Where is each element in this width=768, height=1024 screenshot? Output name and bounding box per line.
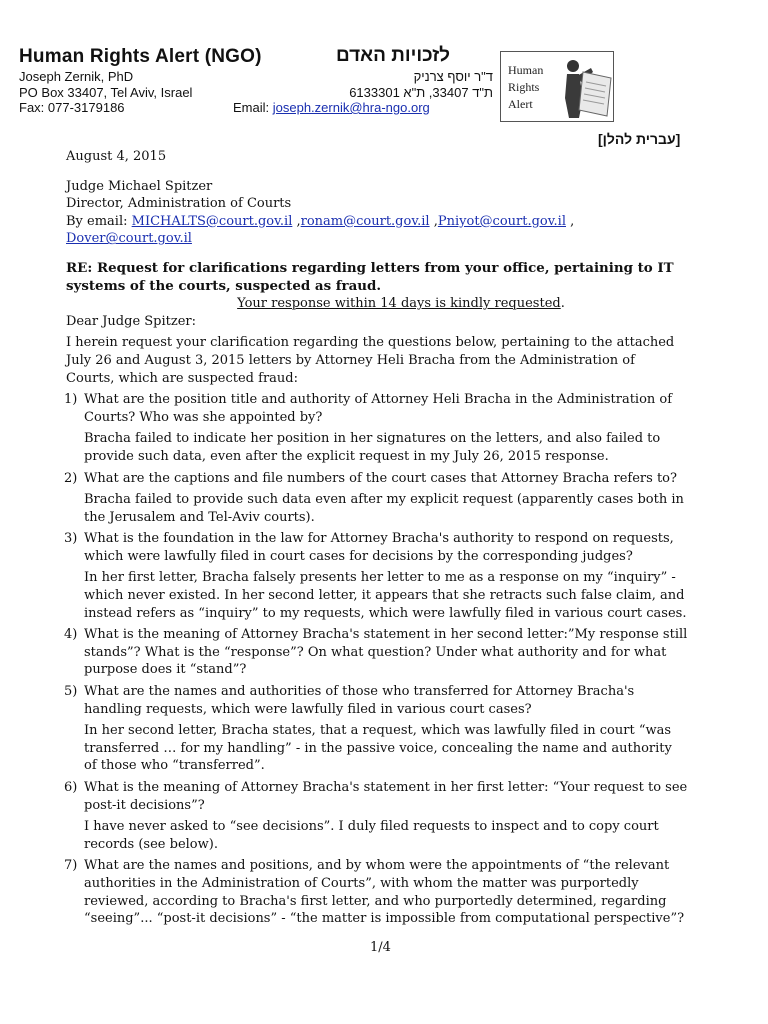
question-item — [66, 626, 706, 683]
email-link-pniyot[interactable]: Pniyot@court.gov.il — [437, 213, 566, 229]
intro-line-3: Courts, which are suspected fraud: — [66, 370, 298, 386]
question-number: 5) — [64, 684, 78, 700]
comment-line: which never existed. In her second letter, it appears that she retracts such false claim, and — [84, 588, 685, 604]
question-line: authorities in the Administration of Courts”, with whom the matter was purportedly — [84, 875, 639, 891]
logo-line-1: Human — [508, 63, 544, 77]
question-number: 6) — [64, 780, 78, 795]
intro-line-1: I herein request your clarification regarding the questions below, pertaining to the attached — [66, 335, 675, 351]
question-item — [66, 391, 706, 469]
question-line: reviewed, according to Bracha's first letter, and who purportedly determined, regarding — [84, 893, 667, 909]
question-item — [66, 779, 706, 857]
author-name: Joseph Zernik, PhD — [19, 69, 134, 84]
author-address: PO Box 33407, Tel Aviv, Israel — [19, 85, 193, 100]
question-line: post-it decisions”? — [84, 797, 205, 813]
subject-line-2: systems of the courts, suspected as fraud. — [66, 277, 382, 294]
email-link-michalts[interactable]: MICHALTS@court.gov.il — [131, 213, 293, 229]
by-email-label: By email: — [66, 213, 128, 229]
question-item — [66, 530, 706, 626]
logo-line-2: Rights — [508, 80, 540, 94]
comment-line: the Jerusalem and Tel-Aviv courts). — [84, 509, 315, 525]
comment-line: Bracha failed to indicate her position in her signatures on the letters, and also failed to — [84, 431, 661, 447]
question-line: which were lawfully filed in court cases for decisions by the corresponding judges? — [84, 548, 633, 564]
question-line: “seeing”... “post-it decisions” - “the matter is impossible from computational perspective”? — [84, 911, 685, 927]
recipient-emails-line: By email: MICHALTS@court.gov.il ,ronam@court.gov.il ,Pniyot@court.gov.il , — [66, 213, 575, 229]
question-line: 7) What are the names and positions, and by whom were the appointments of “the relevant — [64, 858, 670, 874]
question-number: 2) — [64, 470, 78, 486]
question-number: 1) — [64, 392, 78, 408]
question-line: 4) What is the meaning of Attorney Bracha's statement in her second letter:”My response still — [64, 627, 688, 643]
logo — [500, 51, 614, 122]
email-line — [233, 100, 430, 115]
page-number: 1/4 — [370, 940, 391, 955]
comment-line: In her first letter, Bracha falsely presents her letter to me as a response on my “inquiry” - — [84, 570, 676, 586]
organization-title: Human Rights Alert (NGO) — [19, 46, 262, 67]
question-item — [66, 857, 706, 931]
email-link-dover[interactable]: Dover@court.gov.il — [66, 231, 192, 247]
subject-line-1: RE: Request for clarifications regarding letters from your office, pertaining to IT — [66, 259, 674, 276]
hebrew-below-note: [עברית להלן] — [598, 131, 681, 147]
organization-title-hebrew: לזכויות האדם — [336, 45, 451, 66]
comment-line: transferred … for my handling” - in the passive voice, concealing the name and authority — [84, 740, 672, 756]
recipient-name: Judge Michael Spitzer — [66, 178, 213, 194]
question-list — [66, 391, 706, 932]
author-fax: Fax: 077-3179186 — [19, 100, 125, 115]
author-name-hebrew: ד"ר יוסף צרניק — [413, 69, 493, 84]
logo-text — [508, 62, 543, 113]
question-line: 5) What are the names and authorities of those who transferred for Attorney Bracha's — [64, 684, 635, 700]
question-line: purpose does it “stand”? — [84, 662, 247, 678]
email-link-ronam[interactable]: ronam@court.gov.il — [300, 213, 430, 229]
comment-line: In her second letter, Bracha states, that a request, which was lawfully filed in court “was — [84, 723, 672, 739]
salutation: Dear Judge Spitzer: — [66, 313, 197, 329]
question-line: 6) What is the meaning of Attorney Bracha's statement in her first letter: “Your request to see — [64, 780, 688, 795]
author-address-hebrew: ת"ד 33407, ת"א 6133301 — [349, 85, 493, 100]
protester-sign-icon — [561, 54, 613, 120]
letter-date: August 4, 2015 — [66, 149, 167, 164]
question-line: Courts? Who was she appointed by? — [84, 409, 323, 425]
question-line: 3) What is the foundation in the law for Attorney Bracha's authority to respond on requests, — [64, 531, 674, 547]
comment-line: I have never asked to “see decisions”. I duly filed requests to inspect and to copy court — [84, 819, 659, 835]
author-email-link[interactable]: joseph.zernik@hra-ngo.org — [272, 100, 430, 115]
question-line: 1) What are the position title and authority of Attorney Heli Bracha in the Administration of — [64, 392, 673, 408]
intro-line-2: July 26 and August 3, 2015 letters by Attorney Heli Bracha from the Administration of — [66, 352, 635, 368]
logo-line-3: Alert — [508, 97, 533, 111]
comment-line: records (see below). — [84, 836, 218, 852]
recipient-title: Director, Administration of Courts — [66, 196, 292, 212]
question-number: 4) — [64, 627, 78, 643]
comment-line: of those who “transferred”. — [84, 758, 265, 774]
comment-line: provide such data, even after the explicit request in my July 26, 2015 response. — [84, 448, 609, 464]
question-number: 3) — [64, 531, 78, 547]
question-line: handling requests, which were lawfully filed in various court cases? — [84, 701, 532, 717]
comment-line: instead refers as “inquiry” to my requests, which were lawfully filed in various court cases. — [84, 605, 687, 621]
response-request: Your response within 14 days is kindly requested. — [237, 296, 565, 312]
letter-body — [66, 148, 706, 932]
question-line: 2) What are the captions and file numbers of the court cases that Attorney Bracha refers to? — [64, 470, 677, 486]
question-line: stands”? What is the “response”? On what question? Under what authority and for what — [84, 644, 667, 660]
comment-line: Bracha failed to provide such data even after my explicit request (apparently cases both in — [84, 492, 684, 508]
email-label: Email: — [233, 100, 270, 115]
question-number: 7) — [64, 858, 78, 874]
question-item — [66, 470, 706, 531]
question-item — [66, 683, 706, 779]
